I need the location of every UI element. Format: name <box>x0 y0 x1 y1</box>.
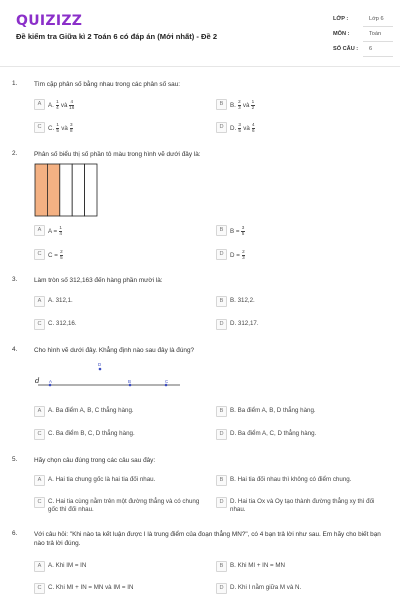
question-number: 4. <box>12 346 18 353</box>
option-letter-box[interactable]: C <box>34 249 45 260</box>
point-label-b: B <box>128 379 131 384</box>
quizizz-logo: QUIZIZZ <box>16 13 83 29</box>
meta-underline <box>363 56 393 57</box>
option-text <box>48 226 188 237</box>
option-letter-box[interactable]: D <box>216 497 227 508</box>
option-letter-box[interactable]: B <box>216 475 227 486</box>
option-letter-box[interactable]: C <box>34 497 45 508</box>
option-letter-box[interactable]: C <box>34 429 45 440</box>
option-text <box>230 100 370 111</box>
fraction: $\frac{2}{5}$ <box>60 249 63 260</box>
document-title: Đề kiểm tra Giữa kì 2 Toán 6 có đáp án (Mới nhất) - Đề 2 <box>16 32 218 41</box>
option-text: C. Ba điểm B, C, D thẳng hàng. <box>48 430 135 437</box>
point-label-d: D <box>98 362 102 367</box>
option-text: C. 312,16. <box>48 320 77 327</box>
fraction: $\frac{4}{16}$ <box>69 99 75 110</box>
fraction: $\frac{2}{3}$ <box>242 249 245 260</box>
point-label-c: C <box>165 379 169 384</box>
question-number: 1. <box>12 80 18 87</box>
option-letter-box[interactable]: D <box>216 319 227 330</box>
line-label: d <box>35 377 40 385</box>
option-prefix: B <box>230 227 235 235</box>
option-letter-box[interactable]: C <box>34 319 45 330</box>
question-text: Hãy chọn câu đúng trong các câu sau đây: <box>34 457 156 464</box>
option-prefix: B. <box>230 101 236 109</box>
point-label-a: A <box>49 379 52 384</box>
option-join: và <box>242 101 250 109</box>
option-letter-box[interactable]: A <box>34 296 45 307</box>
fraction: $\frac{3}{8}$ <box>70 122 73 133</box>
option-letter-box[interactable]: A <box>34 475 45 486</box>
option-join: và <box>61 124 68 132</box>
meta-label: MÔN : <box>333 31 350 37</box>
meta-underline <box>363 26 393 27</box>
option-prefix: C <box>48 251 53 259</box>
option-text: D. Khi I nằm giữa M và N. <box>230 584 302 591</box>
option-eq: = <box>235 227 240 235</box>
question-text: Tìm cặp phân số bằng nhau trong các phân số sau: <box>34 81 181 88</box>
option-text: B. 312,2. <box>230 297 255 304</box>
question-text: Với câu hỏi: "Khi nào ta kết luận được I là trung điểm của đoạn thẳng MN?", có 4 bạn trả lời như sau. Em hãy cho biết bạn nào trả lời đúng. <box>34 531 381 547</box>
option-letter-box[interactable]: B <box>216 225 227 236</box>
fraction: $\frac{3}{5}$ <box>241 225 245 236</box>
fraction: $\frac{2}{3}$ <box>238 99 241 110</box>
option-prefix: A <box>48 227 52 235</box>
meta-label: SỐ CÂU : <box>333 46 359 52</box>
option-letter-box[interactable]: D <box>216 429 227 440</box>
fraction: $\frac{3}{5}$ <box>238 122 241 133</box>
option-eq: = <box>236 251 240 259</box>
option-text: B. Khi MI + IN = MN <box>230 562 286 569</box>
option-join: và <box>60 101 68 109</box>
question-number: 2. <box>12 150 18 157</box>
option-text: A. 312,1. <box>48 297 73 304</box>
question-text: Phân số biểu thị số phần tô màu trong hình vẽ dưới đây là: <box>34 151 201 158</box>
option-letter-box[interactable]: A <box>34 406 45 417</box>
option-letter-box[interactable]: A <box>34 225 45 236</box>
option-text: D. Ba điểm A, C, D thẳng hàng. <box>230 430 317 437</box>
option-letter-box[interactable]: A <box>34 99 45 110</box>
meta-value: Toán <box>369 31 382 37</box>
meta-label: LỚP : <box>333 16 349 22</box>
fraction: $\frac{4}{6}$ <box>252 122 255 133</box>
option-prefix: D <box>230 251 235 259</box>
option-text: C. Khi MI + IN = MN và IM = IN <box>48 584 134 591</box>
option-letter-box[interactable]: C <box>34 122 45 133</box>
option-text: C. Hai tia cùng nằm trên một đường thẳng và có chung gốc thì đối nhau. <box>48 498 200 513</box>
option-join: và <box>243 124 250 132</box>
option-text: A. Hai tia chung gốc là hai tia đối nhau. <box>48 476 156 483</box>
empty-cell <box>60 164 72 216</box>
option-prefix: A. <box>48 101 54 109</box>
option-text: D. Hai tia Ox và Oy tạo thành đường thẳng xy thì đối nhau. <box>230 498 375 513</box>
empty-cell <box>72 164 84 216</box>
option-text: D. 312,17. <box>230 320 259 327</box>
point-b <box>129 384 132 387</box>
option-text <box>230 123 370 134</box>
line-points-figure <box>32 354 184 390</box>
fraction: $\frac{1}{4}$ <box>56 99 59 110</box>
empty-cell <box>85 164 97 216</box>
point-d <box>99 368 102 371</box>
option-letter-box[interactable]: D <box>216 583 227 594</box>
option-prefix: D. <box>230 124 237 132</box>
option-text: B. Ba điểm A, B, D thẳng hàng. <box>230 407 316 414</box>
fraction-bar-figure <box>34 163 98 217</box>
option-eq: = <box>54 251 58 259</box>
option-text: B. Hai tia đối nhau thì không có điểm chung. <box>230 476 352 483</box>
option-text <box>48 250 188 261</box>
fraction: $\frac{1}{5}$ <box>56 122 59 133</box>
option-eq: = <box>53 227 58 235</box>
meta-underline <box>363 41 393 42</box>
option-text: A. Ba điểm A, B, C thẳng hàng. <box>48 407 134 414</box>
option-text <box>48 100 188 111</box>
question-text: Cho hình vẽ dưới đây. Khẳng định nào sau đây là đúng? <box>34 347 195 354</box>
option-text <box>230 250 370 261</box>
option-text <box>48 123 188 134</box>
option-letter-box[interactable]: B <box>216 99 227 110</box>
page-header <box>0 0 400 67</box>
option-letter-box[interactable]: C <box>34 583 45 594</box>
option-letter-box[interactable]: D <box>216 249 227 260</box>
option-prefix: C. <box>48 124 55 132</box>
question-number: 5. <box>12 456 18 463</box>
shaded-cell <box>47 164 59 216</box>
shaded-cell <box>35 164 47 216</box>
question-number: 6. <box>12 530 18 537</box>
option-letter-box[interactable]: A <box>34 561 45 572</box>
option-letter-box[interactable]: D <box>216 122 227 133</box>
meta-value: Lớp 6 <box>369 16 384 22</box>
option-letter-box[interactable]: B <box>216 406 227 417</box>
fraction: $\frac{1}{2}$ <box>251 99 255 110</box>
point-a <box>49 384 52 387</box>
point-c <box>165 384 168 387</box>
question-number: 3. <box>12 276 18 283</box>
question-text: Làm tròn số 312,163 đến hàng phần mười là: <box>34 277 163 284</box>
option-text <box>230 226 370 237</box>
fraction: $\frac{1}{4}$ <box>59 225 62 236</box>
option-text: A. Khi IM = IN <box>48 562 87 569</box>
option-letter-box[interactable]: B <box>216 561 227 572</box>
meta-value: 6 <box>369 46 373 52</box>
option-letter-box[interactable]: B <box>216 296 227 307</box>
